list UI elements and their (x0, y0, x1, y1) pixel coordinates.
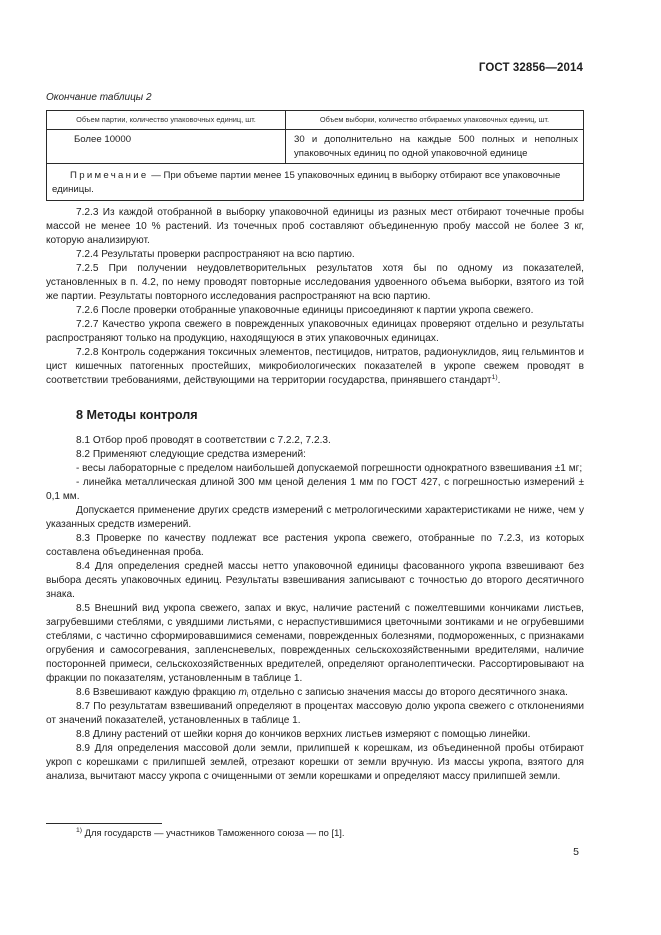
table-row (47, 130, 584, 164)
page-number: 5 (573, 846, 579, 858)
table-note-row (47, 164, 584, 201)
section-7-2-text (46, 206, 584, 388)
paragraph-7-2-4: 7.2.4 Результаты проверки распространяют на всю партию. (76, 249, 355, 260)
paragraph-7-2-5: 7.2.5 При получении неудовлетворительных результатов хотя бы по одному из показателей, установленных в п. 4.2, по нему проводят повторные исследования удвоенного объема выборки, взятого из той же партии. Результаты повторного исследования распространяют на всю партию. (46, 263, 584, 302)
paragraph-8-2-other: Допускается применение других средств измерений с метрологическими характеристиками не ниже, чем у указанных средств измерений. (46, 505, 584, 530)
paragraph-8-2-scales: - весы лабораторные с пределом наибольшей допускаемой погрешности однократного взвешивания ±1 мг; (76, 463, 583, 474)
mass-variable-index: i (246, 692, 249, 699)
footnote (76, 827, 345, 838)
paragraph-8-1: 8.1 Отбор проб проводят в соответствии с 7.2.2, 7.2.3. (76, 435, 331, 446)
footnote-separator (46, 823, 162, 824)
table-caption: Окончание таблицы 2 (46, 92, 152, 103)
table-header-sample-size: Объем выборки, количество отбираемых упаковочных единиц, шт. (286, 111, 584, 130)
paragraph-8-2-ruler: - линейка металлическая длиной 300 мм ценой деления 1 мм по ГОСТ 427, с погрешностью измерений ± 0,1 мм. (46, 477, 584, 502)
paragraph-7-2-3: 7.2.3 Из каждой отобранной в выборку упаковочной единицы из разных мест отбирают точечные пробы массой не менее 10 % растений. Из точечных проб составляют объединенную пробу массой не более 3 кг, которую анализируют. (46, 207, 584, 246)
paragraph-7-2-6: 7.2.6 После проверки отобранные упаковочные единицы присоединяют к партии укропа свежего. (76, 305, 534, 316)
standard-code: ГОСТ 32856—2014 (478, 62, 583, 74)
paragraph-7-2-8: 7.2.8 Контроль содержания токсичных элементов, пестицидов, нитратов, радионуклидов, яиц гельминтов и цист кишечных патогенных простейших, микробиологических показателей в укропе свежем проводят в соответствии требованиями, действующими на территории государства, принявшего стандарт$^{1)}$. (46, 347, 584, 386)
paragraph-8-3: 8.3 Проверке по качеству подлежат все растения укропа свежего, отобранные по 7.2.3, из которых составлена объединенная проба. (46, 533, 584, 558)
paragraph-8-5: 8.5 Внешний вид укропа свежего, запах и вкус, наличие растений с пожелтевшими кончиками листьев, загрубевшими стеблями, с увядшими листьями, с нераспустившимися цветочными зонтиками и не огрубевшими стеблями, с частично сформировавшимися семенами, поврежденных болезнями, подмороженных, с признаками огрубения и самосогревания, запленсневелых, поврежденных сельскохозяйственными вредителями, наличие посторонней примеси, сельскохозяйственных вредителей, определяют органолептически. Рассортировывают на фракции по показателям, установленным в таблице 1. (46, 603, 584, 684)
section-8-text (46, 434, 584, 784)
footnote-ref: 1) (491, 374, 498, 381)
table-header-lot-size: Объем партии, количество упаковочных единиц, шт. (47, 111, 286, 130)
table-header-row (47, 111, 584, 130)
paragraph-8-7: 8.7 По результатам взвешиваний определяют в процентах массовую долю укропа свежего с отклонениями от значений показателей, установленных в таблице 1. (46, 701, 584, 726)
table-note (47, 164, 584, 201)
paragraph-8-2: 8.2 Применяют следующие средства измерений: (76, 449, 306, 460)
table-2-end (46, 110, 584, 201)
paragraph-8-9: 8.9 Для определения массовой доли земли, прилипшей к корешкам, из объединенной пробы отбирают укроп с корешками с прилипшей землей, отрезают корешки от земли вручную. Из массы укропа, взятого для анализа, вычитают массу укропа с очищенными от земли корешками и определяют массу прилипшей земли. (46, 743, 584, 782)
paragraph-8-4: 8.4 Для определения средней массы нетто упаковочной единицы фасованного укропа взвешивают без выбора десять упаковочных единиц. Результаты взвешивания записывают с точностью до второго десятичного знака. (46, 561, 584, 600)
section-8-heading: 8 Методы контроля (76, 408, 198, 422)
note-text: — При объеме партии менее 15 упаковочных единиц в выборку отбирают все упаковочные единицы. (52, 170, 561, 195)
footnote-mark: 1) (76, 827, 83, 834)
footnote-text: Для государств — участников Таможенного союза — по [1]. (82, 827, 345, 838)
paragraph-8-6: 8.6 Взвешивают каждую фракцию $m_i$ отдельно с записью значения массы до второго десятичного знака. (76, 687, 568, 699)
table-cell-lot: Более 10000 (74, 134, 132, 145)
note-label: Примечание (70, 170, 149, 181)
mass-variable: m (238, 687, 247, 698)
paragraph-7-2-7: 7.2.7 Качество укропа свежего в поврежденных упаковочных единицах проверяют отдельно и результаты распространяют только на продукцию, находящуюся в этих упаковочных единицах. (46, 319, 584, 344)
paragraph-8-8: 8.8 Длину растений от шейки корня до кончиков верхних листьев измеряют с помощью линейки. (76, 729, 531, 740)
table-cell-sample: 30 и дополнительно на каждые 500 полных и неполных упаковочных единиц по одной упаковочной единице (286, 130, 584, 164)
